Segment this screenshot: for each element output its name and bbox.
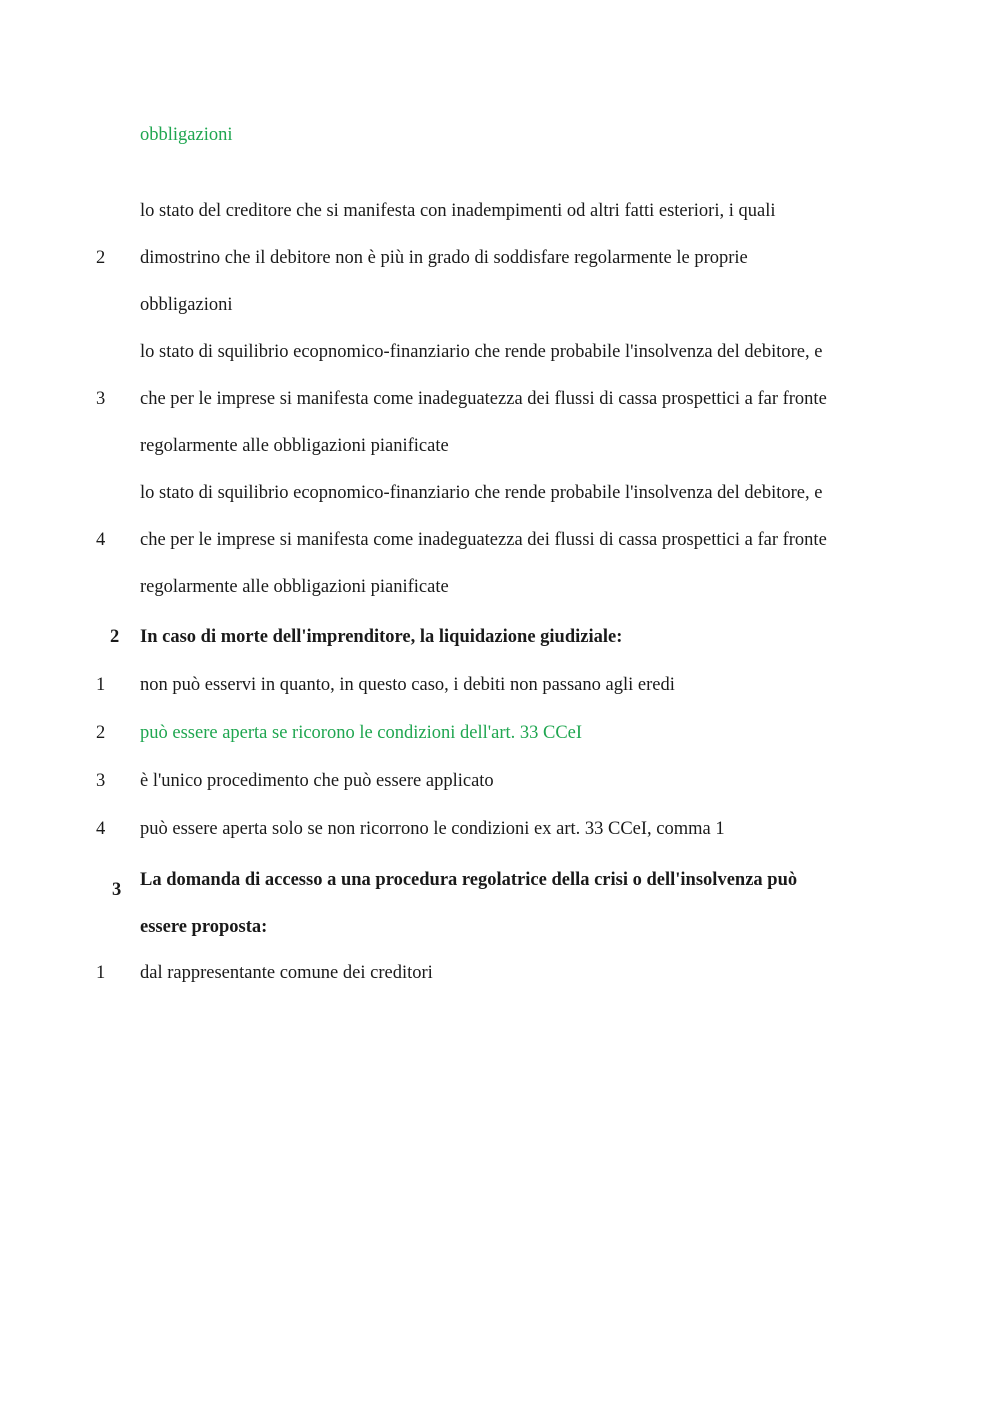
- option-continuation-correct: obbligazioni: [140, 125, 233, 145]
- option-line: regolarmente alle obbligazioni pianificate: [140, 436, 449, 456]
- question-number: 3: [112, 880, 122, 900]
- option-text: non può esservi in quanto, in questo caso, i debiti non passano agli eredi: [140, 675, 675, 695]
- option-text-correct: può essere aperta se ricorono le condizioni dell'art. 33 CCeI: [140, 723, 583, 743]
- option-number: 1: [96, 675, 106, 695]
- option-line: lo stato del creditore che si manifesta con inadempimenti od altri fatti esteriori, i quali: [140, 201, 776, 221]
- option-number: 2: [96, 723, 106, 743]
- q2-option-4: [0, 806, 1000, 853]
- q2-option-1: [0, 662, 1000, 709]
- option-text: [140, 188, 900, 329]
- option-line: dimostrino che il debitore non è più in grado di soddisfare regolarmente le proprie: [140, 248, 748, 268]
- question-number: 2: [110, 627, 120, 647]
- option-line: che per le imprese si manifesta come inadeguatezza dei flussi di cassa prospettici a far fronte: [140, 530, 827, 550]
- question-line: La domanda di accesso a una procedura regolatrice della crisi o dell'insolvenza può: [140, 870, 798, 890]
- option-text: dal rappresentante comune dei creditori: [140, 963, 433, 983]
- question-text: [140, 857, 900, 951]
- option-text: può essere aperta solo se non ricorrono le condizioni ex art. 33 CCeI, comma 1: [140, 819, 725, 839]
- option-number: 2: [96, 248, 106, 268]
- option-number: 3: [96, 389, 106, 409]
- q1-option-2: [0, 188, 1000, 329]
- option-text: [140, 329, 900, 470]
- option-number: 4: [96, 530, 106, 550]
- option-line: lo stato di squilibrio ecopnomico-finanziario che rende probabile l'insolvenza del debitore, e: [140, 483, 823, 503]
- q2-option-3: [0, 758, 1000, 805]
- q2-option-2-correct: [0, 710, 1000, 757]
- option-number: 4: [96, 819, 106, 839]
- option-line: che per le imprese si manifesta come inadeguatezza dei flussi di cassa prospettici a far fronte: [140, 389, 827, 409]
- question-line: essere proposta:: [140, 917, 268, 937]
- option-line: lo stato di squilibrio ecopnomico-finanziario che rende probabile l'insolvenza del debitore, e: [140, 342, 823, 362]
- option-number: 1: [96, 963, 106, 983]
- q3-option-1: [0, 950, 1000, 997]
- option-line: obbligazioni: [140, 295, 233, 315]
- option-line: regolarmente alle obbligazioni pianificate: [140, 577, 449, 597]
- q1-option-3: [0, 329, 1000, 470]
- question-3: [0, 857, 1000, 951]
- option-text: [140, 470, 900, 611]
- q1-option-4: [0, 470, 1000, 611]
- question-text: In caso di morte dell'imprenditore, la liquidazione giudiziale:: [140, 627, 623, 647]
- option-number: 3: [96, 771, 106, 791]
- option-text: è l'unico procedimento che può essere applicato: [140, 771, 494, 791]
- question-2: [0, 614, 1000, 661]
